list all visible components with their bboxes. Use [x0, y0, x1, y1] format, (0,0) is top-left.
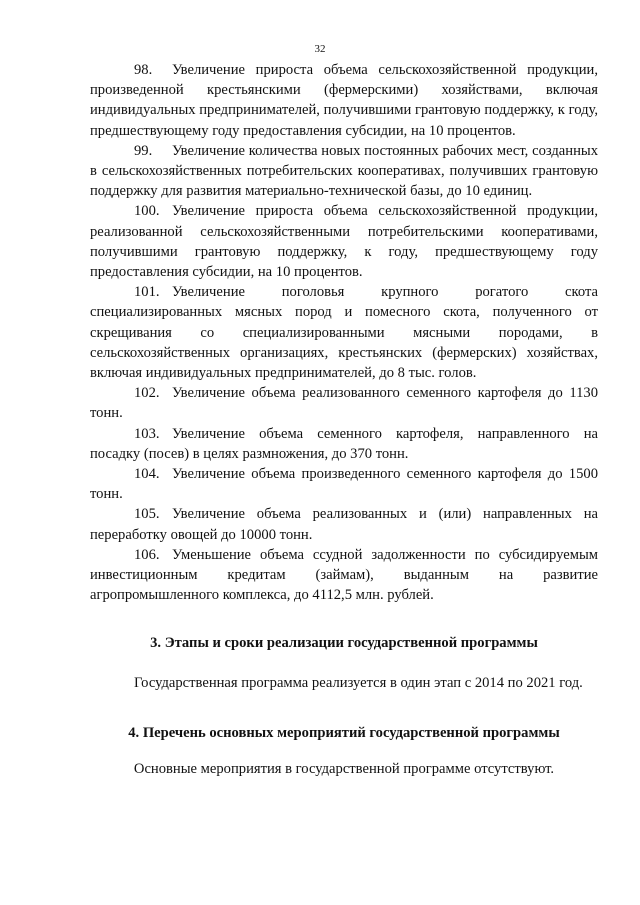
item-text: Увеличение прироста объема сельскохозяйственной продукции, произведенной крестьянскими (фермерскими) хозяйствами, включая индивидуальных предпринимателей, получившими грантовую поддержку, к году, предшествующему году предоставления субсидии, на 10 процентов.: [90, 62, 598, 139]
section-3-title: 3. Этапы и сроки реализации государственной программы: [150, 635, 538, 652]
item-number: 103.: [134, 425, 160, 442]
section-4-text: Основные мероприятия в государственной программе отсутствуют.: [133, 761, 555, 778]
item-number: 101.: [134, 284, 160, 301]
list-item-106: [90, 545, 598, 606]
item-number: 104.: [134, 466, 160, 483]
page-number: 32: [314, 43, 326, 55]
section-4-title: 4. Перечень основных мероприятий государственной программы: [128, 724, 560, 741]
list-item-102: [90, 383, 598, 423]
item-number: 99.: [134, 142, 153, 159]
item-number: 105.: [134, 506, 160, 523]
list-item-100: [90, 201, 598, 282]
item-text: Уменьшение объема ссудной задолженности по субсидируемым инвестиционным кредитам (займам), выданным на развитие агропромышленного комплекса, до 4112,5 млн. рублей.: [90, 546, 598, 604]
item-number: 106.: [134, 546, 160, 563]
item-number: 102.: [134, 385, 160, 402]
item-text: Увеличение количества новых постоянных рабочих мест, созданных в сельскохозяйственных потребительских кооперативах, получивших грантовую поддержку для развития материально-технической базы, до 10 единиц.: [90, 142, 598, 200]
list-item-99: [90, 141, 598, 202]
list-item-105: [90, 504, 598, 544]
item-text: Увеличение объема реализованных и (или) направленных на переработку овощей до 10000 тонн.: [90, 506, 598, 543]
list-item-103: [90, 424, 598, 464]
section-3-text: Государственная программа реализуется в один этап с 2014 по 2021 год.: [134, 674, 583, 691]
item-text: Увеличение прироста объема сельскохозяйственной продукции, реализованной сельскохозяйственными потребительскими кооперативами, получившими грантовую поддержку, к году, предшествующему году предоставления субсидии, на 10 процентов.: [90, 203, 598, 281]
list-item-101: [90, 282, 598, 383]
list-item-98: [90, 60, 598, 141]
document-body: [90, 60, 598, 779]
item-text: Увеличение поголовья крупного рогатого скота специализированных мясных пород и помесного скота, полученного от скрещивания со специализированными мясными породами, в сельскохозяйственных организациях, крестьянских (фермерских) хозяйствах, включая индивидуальных предпринимателей, до 8 тыс. голов.: [90, 284, 598, 382]
item-text: Увеличение объема реализованного семенного картофеля до 1130 тонн.: [90, 385, 598, 422]
item-number: 100.: [134, 203, 160, 220]
item-number: 98.: [134, 62, 153, 78]
item-text: Увеличение объема произведенного семенного картофеля до 1500 тонн.: [90, 466, 598, 503]
list-item-104: [90, 464, 598, 504]
item-text: Увеличение объема семенного картофеля, направленного на посадку (посев) в целях размножения, до 370 тонн.: [90, 425, 598, 462]
